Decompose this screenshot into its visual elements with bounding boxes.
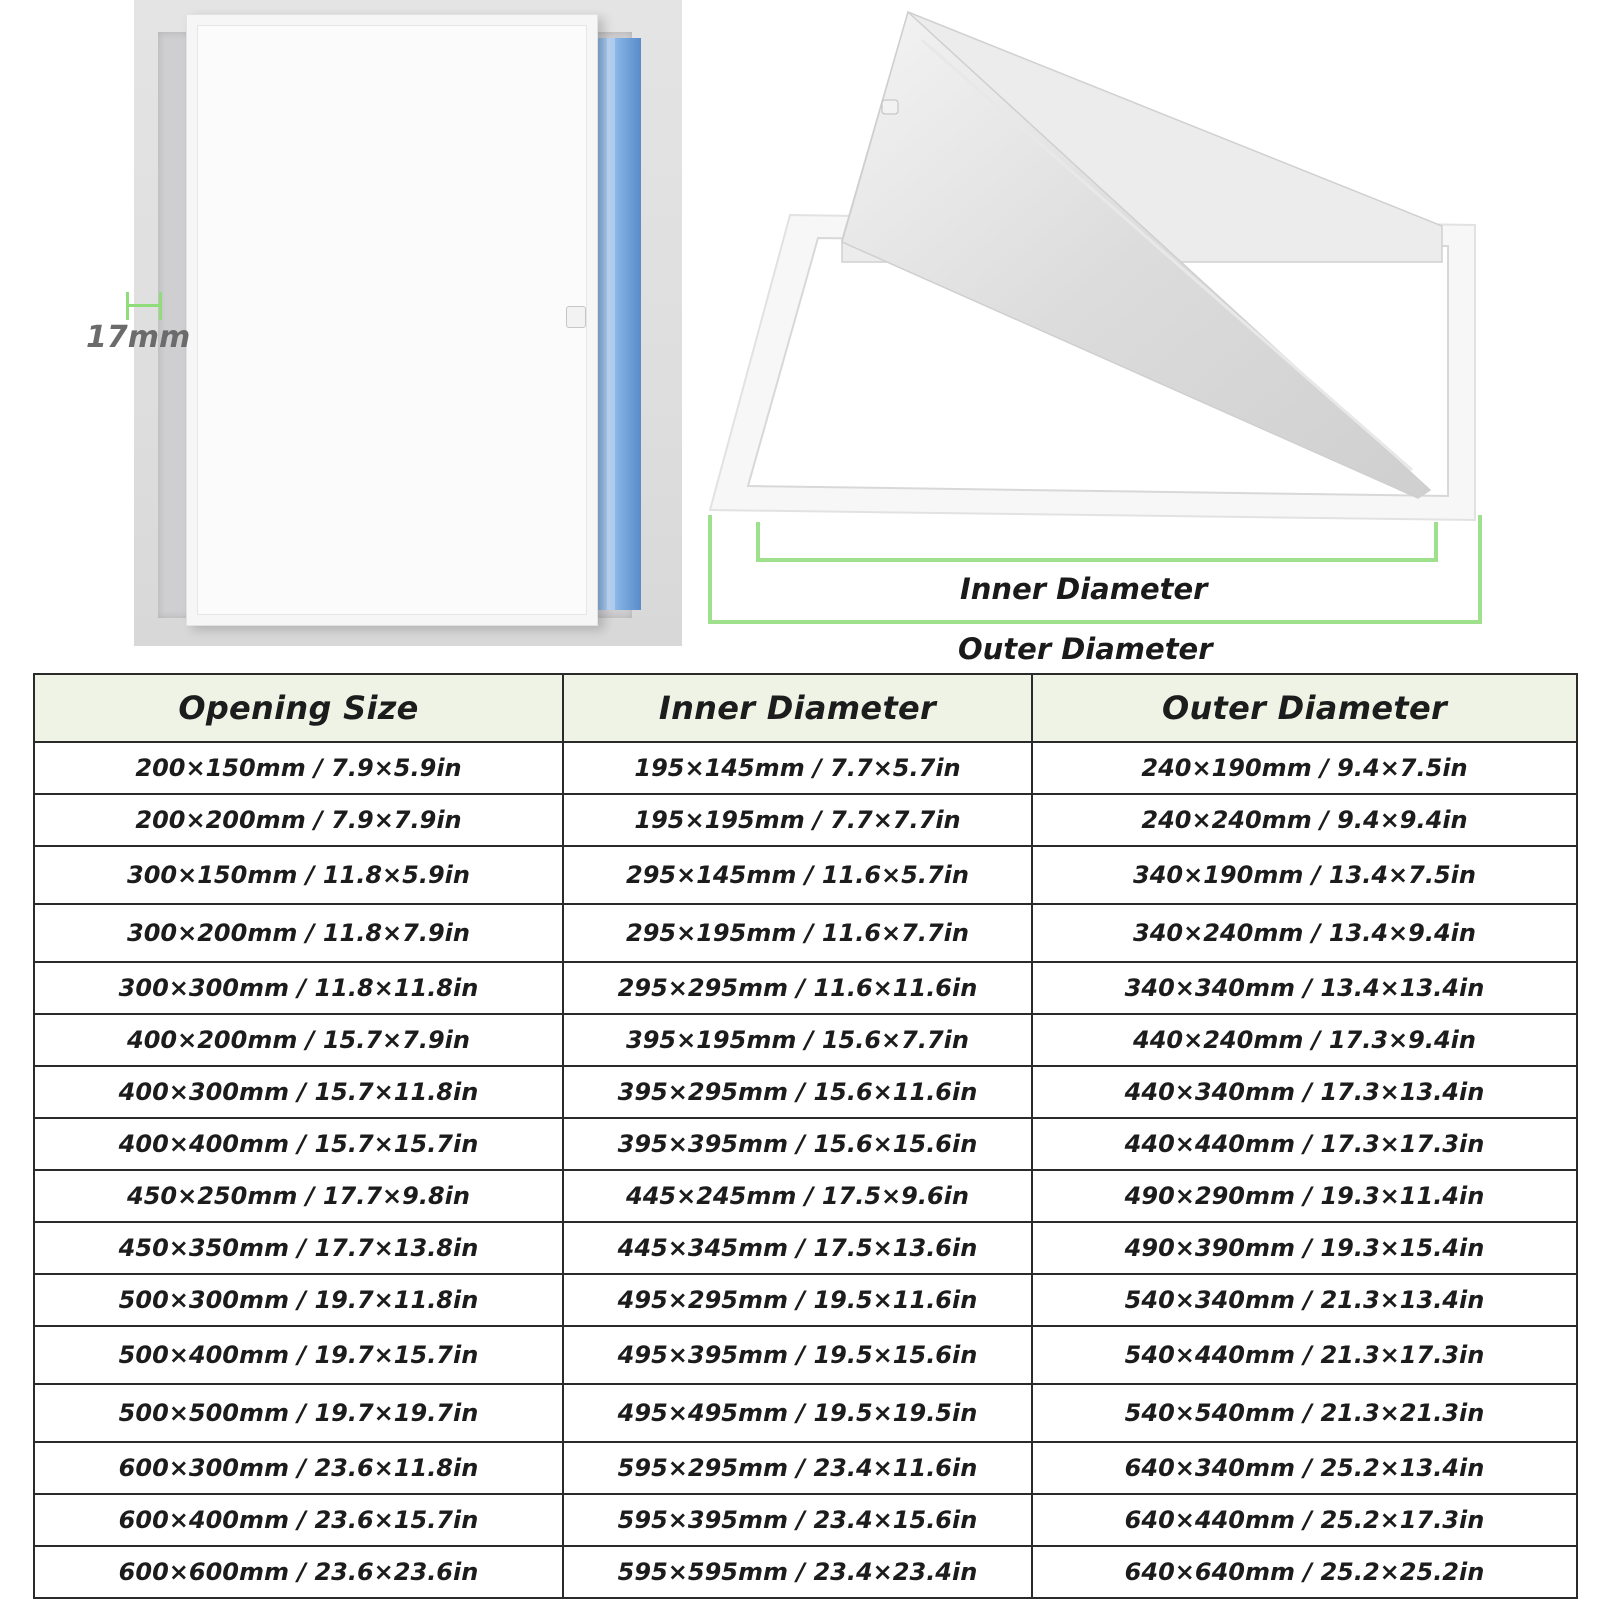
cell-inner-diameter: 595×595mm / 23.4×23.4in <box>563 1546 1032 1598</box>
cell-inner-diameter: 195×145mm / 7.7×5.7in <box>563 742 1032 794</box>
cell-outer-diameter: 340×190mm / 13.4×7.5in <box>1032 846 1577 904</box>
cell-opening-size: 300×200mm / 11.8×7.9in <box>34 904 563 962</box>
cell-inner-diameter: 295×195mm / 11.6×7.7in <box>563 904 1032 962</box>
cell-opening-size: 200×200mm / 7.9×7.9in <box>34 794 563 846</box>
cell-opening-size: 500×500mm / 19.7×19.7in <box>34 1384 563 1442</box>
table-row <box>34 962 1577 1014</box>
cell-outer-diameter: 490×290mm / 19.3×11.4in <box>1032 1170 1577 1222</box>
cell-outer-diameter: 640×440mm / 25.2×17.3in <box>1032 1494 1577 1546</box>
cell-opening-size: 600×400mm / 23.6×15.7in <box>34 1494 563 1546</box>
cell-inner-diameter: 295×145mm / 11.6×5.7in <box>563 846 1032 904</box>
cell-opening-size: 600×300mm / 23.6×11.8in <box>34 1442 563 1494</box>
header-opening-size: Opening Size <box>34 674 563 742</box>
cell-inner-diameter: 595×395mm / 23.4×15.6in <box>563 1494 1032 1546</box>
table-row <box>34 742 1577 794</box>
table-row <box>34 1274 1577 1326</box>
door-latch <box>566 306 586 328</box>
table-row <box>34 1442 1577 1494</box>
cell-inner-diameter: 395×395mm / 15.6×15.6in <box>563 1118 1032 1170</box>
cell-opening-size: 300×300mm / 11.8×11.8in <box>34 962 563 1014</box>
inner-dimension-bracket <box>758 522 1436 560</box>
cell-inner-diameter: 495×295mm / 19.5×11.6in <box>563 1274 1032 1326</box>
thickness-dimension-marker <box>126 292 162 320</box>
table-row <box>34 794 1577 846</box>
cell-outer-diameter: 340×340mm / 13.4×13.4in <box>1032 962 1577 1014</box>
table-row <box>34 1118 1577 1170</box>
cell-outer-diameter: 440×240mm / 17.3×9.4in <box>1032 1014 1577 1066</box>
table-row <box>34 1066 1577 1118</box>
product-diagram-open <box>700 0 1520 660</box>
cell-outer-diameter: 490×390mm / 19.3×15.4in <box>1032 1222 1577 1274</box>
table-row <box>34 1326 1577 1384</box>
table-header-row <box>34 674 1577 742</box>
cell-outer-diameter: 440×440mm / 17.3×17.3in <box>1032 1118 1577 1170</box>
header-outer-diameter: Outer Diameter <box>1032 674 1577 742</box>
cell-opening-size: 500×400mm / 19.7×15.7in <box>34 1326 563 1384</box>
cell-opening-size: 200×150mm / 7.9×5.9in <box>34 742 563 794</box>
cell-opening-size: 500×300mm / 19.7×11.8in <box>34 1274 563 1326</box>
cell-inner-diameter: 195×195mm / 7.7×7.7in <box>563 794 1032 846</box>
table-row <box>34 1384 1577 1442</box>
cell-opening-size: 400×400mm / 15.7×15.7in <box>34 1118 563 1170</box>
cell-outer-diameter: 640×340mm / 25.2×13.4in <box>1032 1442 1577 1494</box>
cell-opening-size: 450×250mm / 17.7×9.8in <box>34 1170 563 1222</box>
cell-opening-size: 400×200mm / 15.7×7.9in <box>34 1014 563 1066</box>
lid-latch <box>882 100 898 114</box>
table-row <box>34 1014 1577 1066</box>
cell-inner-diameter: 495×495mm / 19.5×19.5in <box>563 1384 1032 1442</box>
outer-diameter-label: Outer Diameter <box>958 632 1213 666</box>
cell-outer-diameter: 540×540mm / 21.3×21.3in <box>1032 1384 1577 1442</box>
table-row <box>34 1222 1577 1274</box>
cell-opening-size: 600×600mm / 23.6×23.6in <box>34 1546 563 1598</box>
thickness-label: 17mm <box>86 320 191 355</box>
cell-inner-diameter: 395×295mm / 15.6×11.6in <box>563 1066 1032 1118</box>
cell-outer-diameter: 640×640mm / 25.2×25.2in <box>1032 1546 1577 1598</box>
table-row <box>34 904 1577 962</box>
cell-outer-diameter: 540×440mm / 21.3×17.3in <box>1032 1326 1577 1384</box>
product-photo-installed <box>134 0 682 646</box>
cell-outer-diameter: 240×240mm / 9.4×9.4in <box>1032 794 1577 846</box>
cell-inner-diameter: 595×295mm / 23.4×11.6in <box>563 1442 1032 1494</box>
cell-inner-diameter: 295×295mm / 11.6×11.6in <box>563 962 1032 1014</box>
table-row <box>34 1494 1577 1546</box>
size-table <box>33 673 1578 1599</box>
cell-opening-size: 450×350mm / 17.7×13.8in <box>34 1222 563 1274</box>
cell-inner-diameter: 445×345mm / 17.5×13.6in <box>563 1222 1032 1274</box>
cell-outer-diameter: 440×340mm / 17.3×13.4in <box>1032 1066 1577 1118</box>
cell-inner-diameter: 445×245mm / 17.5×9.6in <box>563 1170 1032 1222</box>
table-row <box>34 846 1577 904</box>
cell-opening-size: 300×150mm / 11.8×5.9in <box>34 846 563 904</box>
table-row <box>34 1546 1577 1598</box>
header-inner-diameter: Inner Diameter <box>563 674 1032 742</box>
cell-outer-diameter: 540×340mm / 21.3×13.4in <box>1032 1274 1577 1326</box>
access-door-panel <box>186 14 598 626</box>
cell-outer-diameter: 340×240mm / 13.4×9.4in <box>1032 904 1577 962</box>
table-row <box>34 1170 1577 1222</box>
cell-opening-size: 400×300mm / 15.7×11.8in <box>34 1066 563 1118</box>
inner-diameter-label: Inner Diameter <box>960 572 1208 606</box>
cell-inner-diameter: 395×195mm / 15.6×7.7in <box>563 1014 1032 1066</box>
cell-outer-diameter: 240×190mm / 9.4×7.5in <box>1032 742 1577 794</box>
cell-inner-diameter: 495×395mm / 19.5×15.6in <box>563 1326 1032 1384</box>
